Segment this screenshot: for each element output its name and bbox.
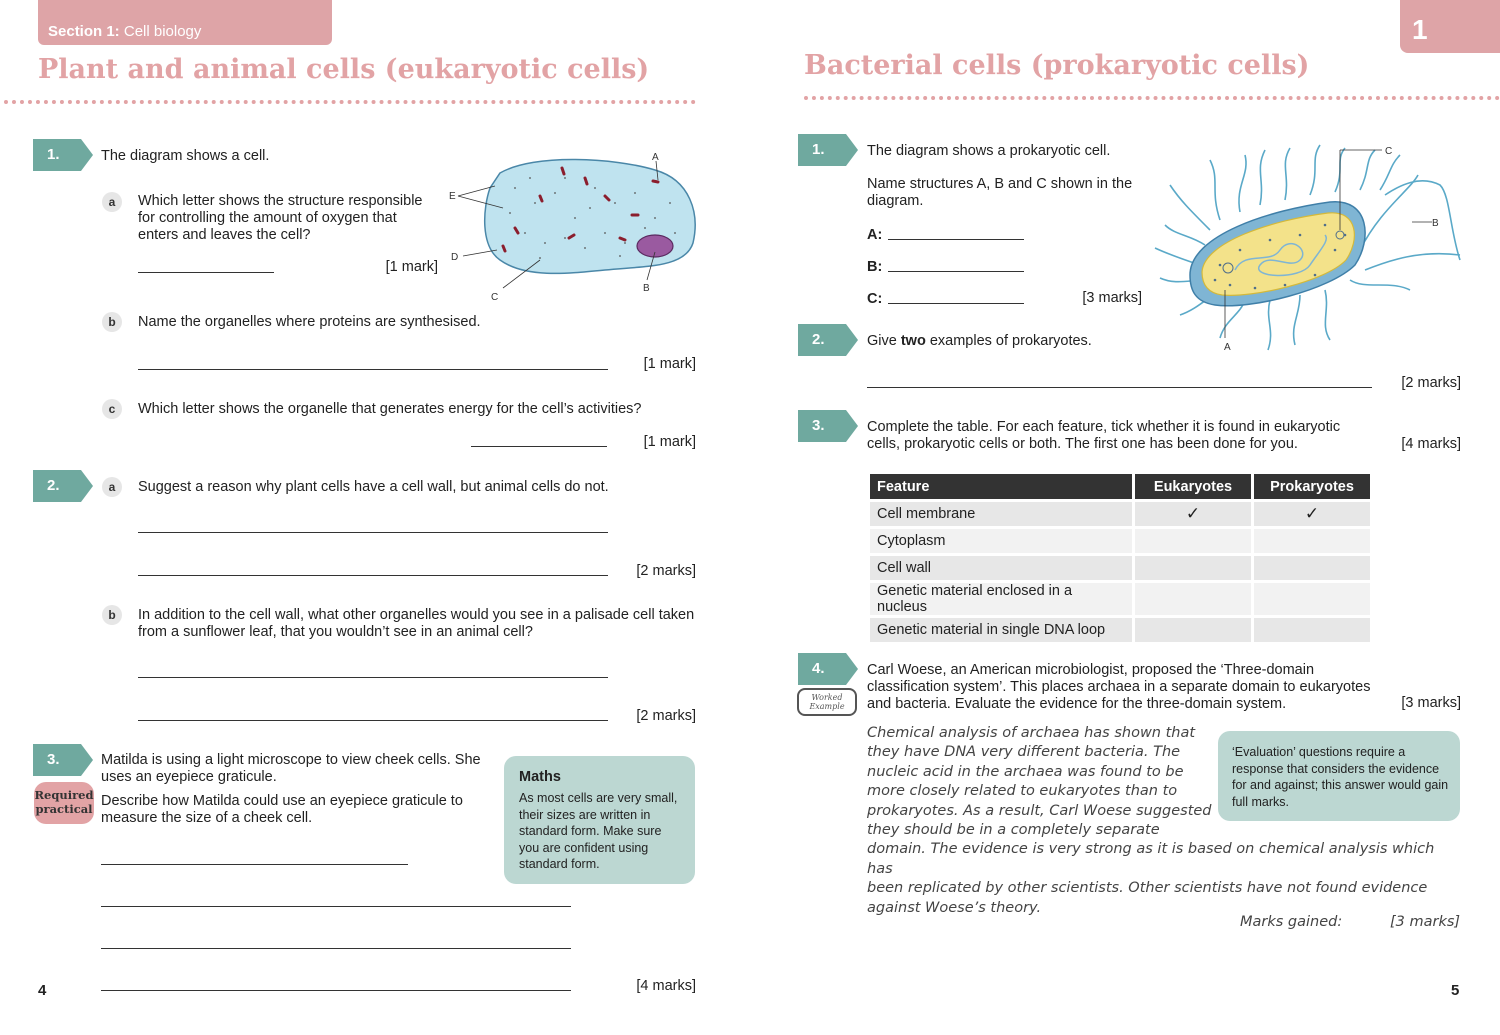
table-cell-feature: Cell wall <box>870 556 1132 580</box>
q3-marks: [4 marks] <box>636 978 696 994</box>
table-row <box>870 502 1370 526</box>
r-q2-text: Give two examples of prokaryotes. <box>867 333 1092 349</box>
q1a-answer-line[interactable] <box>138 272 274 273</box>
q1c-text: Which letter shows the organelle that generates energy for the cell’s activities? <box>138 401 642 417</box>
q2a-answer-line-1[interactable] <box>138 532 608 533</box>
q1b-marks: [1 mark] <box>643 356 696 372</box>
answer-line: been replicated by other scientists. Other scientists have not found evidence <box>867 880 1428 897</box>
tick-cell[interactable] <box>1135 556 1251 580</box>
page-title-left: Plant and animal cells (eukaryotic cells) <box>38 54 650 85</box>
q2a-text: Suggest a reason why plant cells have a cell wall, but animal cells do not. <box>138 479 609 495</box>
evaluation-tip-box <box>1218 731 1460 821</box>
page-number-right: 5 <box>1451 982 1460 999</box>
question-number-3: 3. <box>33 744 93 776</box>
tick-cell[interactable] <box>1135 529 1251 553</box>
q1b-answer-line[interactable] <box>138 369 608 370</box>
answer-line: they should be in a completely separate <box>867 822 1160 839</box>
q1b-text: Name the organelles where proteins are synthesised. <box>138 314 481 330</box>
question-number-4: 4. <box>798 653 858 685</box>
subpart-b-badge: b <box>102 312 122 332</box>
marks-gained-label: Marks gained: <box>1240 914 1343 930</box>
answer-line: nucleic acid in the archaea was found to be <box>867 763 1184 780</box>
table-cell-feature: Cell membrane <box>870 502 1132 526</box>
q2a-marks: [2 marks] <box>636 563 696 579</box>
subpart-a-badge: a <box>102 192 122 212</box>
q2b-marks: [2 marks] <box>636 708 696 724</box>
worked-example-badge: Worked Example <box>797 688 857 716</box>
question-number-2: 2. <box>33 470 93 502</box>
question-number-3: 3. <box>798 410 858 442</box>
q2b-text: In addition to the cell wall, what other organelles would you see in a palisade cell taken from a sunflower leaf, that you wouldn’t see in an animal cell? <box>138 607 695 640</box>
bacterium-label-c: C <box>1385 146 1393 157</box>
maths-tip-text: As most cells are very small, their sizes are written in standard form. Make sure you are confident using standard form. <box>519 791 678 871</box>
section-tag-bold: Section 1: <box>48 23 120 40</box>
q3-answer-line-3[interactable] <box>101 948 571 949</box>
r-q1-stem: The diagram shows a prokaryotic cell. <box>867 143 1111 159</box>
table-cell-feature: Cytoplasm <box>870 529 1132 553</box>
table-row <box>870 583 1370 615</box>
animal-cell-diagram <box>445 148 705 300</box>
q2b-answer-line-1[interactable] <box>138 677 608 678</box>
section-tag-text: Cell biology <box>119 23 202 40</box>
section-tag <box>38 0 332 45</box>
r-q3-marks: [4 marks] <box>1401 436 1461 452</box>
answer-line: domain. The evidence is very strong as it is based on chemical analysis which has <box>867 841 1435 877</box>
tick-cell[interactable] <box>1135 618 1251 642</box>
answer-line: more closely related to eukaryotes than to <box>867 783 1178 800</box>
subpart-b-badge: b <box>102 605 122 625</box>
table-row <box>870 529 1370 553</box>
diagram-label-a: A <box>652 152 659 163</box>
chapter-number: 1 <box>1412 14 1428 45</box>
answer-line: they have DNA very different bacteria. The <box>867 744 1181 761</box>
diagram-label-b: B <box>643 283 650 294</box>
label-c: C: <box>867 291 883 307</box>
table-cell-feature: Genetic material in single DNA loop <box>870 618 1132 642</box>
title-divider-right <box>804 96 1500 100</box>
q3-text-1: Matilda is using a light microscope to view cheek cells. She uses an eyepiece graticule. <box>101 752 481 785</box>
table-cell-feature: Genetic material enclosed in a nucleus <box>870 583 1132 615</box>
q3-text-2: Describe how Matilda could use an eyepiece graticule to measure the size of a cheek cell. <box>101 793 463 826</box>
question-number-2: 2. <box>798 324 858 356</box>
diagram-label-c: C <box>491 292 499 300</box>
q1a-marks: [1 mark] <box>385 259 438 275</box>
page-title-right: Bacterial cells (prokaryotic cells) <box>804 50 1310 81</box>
title-divider-left <box>4 100 696 104</box>
q3-answer-line-1[interactable] <box>101 864 408 865</box>
q3-answer-line-2[interactable] <box>101 906 571 907</box>
marks-gained-value: [3 marks] <box>1390 914 1461 930</box>
r-q4-text: Carl Woese, an American microbiologist, proposed the ‘Three-domain classification system’. This places archaea in a separate domain to eukaryotes and bacteria. Evaluate the evidence for the three-domain system. <box>867 662 1371 712</box>
question-number-1: 1. <box>798 134 858 166</box>
answer-b-line[interactable] <box>888 271 1024 272</box>
maths-tip-box <box>504 756 695 884</box>
subpart-c-badge: c <box>102 399 122 419</box>
table-row <box>870 618 1370 642</box>
r-q2-marks: [2 marks] <box>1401 375 1461 391</box>
r-q1-marks: [3 marks] <box>1082 290 1142 306</box>
q2b-answer-line-2[interactable] <box>138 720 608 721</box>
tick-cell[interactable]: ✓ <box>1135 502 1251 526</box>
r-q4-marks: [3 marks] <box>1401 695 1461 711</box>
q1a-text: Which letter shows the structure responsible for controlling the amount of oxygen that enters and leaves the cell? <box>138 193 423 243</box>
subpart-a-badge: a <box>102 477 122 497</box>
tick-cell[interactable] <box>1254 618 1370 642</box>
bacterium-label-b: B <box>1432 218 1439 229</box>
q1-stem: The diagram shows a cell. <box>101 148 270 164</box>
table-header-eukaryotes: Eukaryotes <box>1135 474 1251 499</box>
q3-answer-line-4[interactable] <box>101 990 571 991</box>
diagram-label-d: D <box>451 252 459 263</box>
q2a-answer-line-2[interactable] <box>138 575 608 576</box>
r-q3-text: Complete the table. For each feature, tick whether it is found in eukaryotic cells, prokaryotic cells or both. The first one has been done for you. <box>867 419 1341 452</box>
tick-cell[interactable] <box>1135 583 1251 615</box>
answer-c-line[interactable] <box>888 303 1024 304</box>
answer-line: against Woese’s theory. <box>867 899 1042 916</box>
tick-cell[interactable] <box>1254 556 1370 580</box>
bacterium-diagram <box>1150 140 1470 355</box>
tick-cell[interactable] <box>1254 583 1370 615</box>
q1c-answer-line[interactable] <box>471 446 607 447</box>
answer-line: prokaryotes. As a result, Carl Woese suggested <box>867 802 1212 819</box>
r-q2-answer-line[interactable] <box>867 387 1372 388</box>
question-number-1: 1. <box>33 139 93 171</box>
table-row <box>870 556 1370 580</box>
label-a: A: <box>867 227 883 243</box>
answer-line: Chemical analysis of archaea has shown that <box>867 725 1196 741</box>
q1c-marks: [1 mark] <box>643 434 696 450</box>
tick-cell[interactable]: ✓ <box>1254 502 1370 526</box>
bacterium-label-a: A <box>1224 342 1231 353</box>
table-header-prokaryotes: Prokaryotes <box>1254 474 1370 499</box>
r-q1-instruction: Name structures A, B and C shown in the diagram. <box>867 176 1133 209</box>
label-b: B: <box>867 259 883 275</box>
page-number-left: 4 <box>38 982 47 999</box>
maths-tip-title: Maths <box>519 769 561 785</box>
feature-table <box>867 471 1373 645</box>
evaluation-tip-text: ‘Evaluation’ questions require a response that considers the evidence for and against; this answer would gain full marks. <box>1232 745 1449 809</box>
diagram-label-e: E <box>449 191 456 202</box>
required-practical-badge: Required practical <box>34 782 94 824</box>
table-header-feature: Feature <box>870 474 1132 499</box>
chapter-tab <box>1400 0 1500 53</box>
tick-cell[interactable] <box>1254 529 1370 553</box>
answer-a-line[interactable] <box>888 239 1024 240</box>
